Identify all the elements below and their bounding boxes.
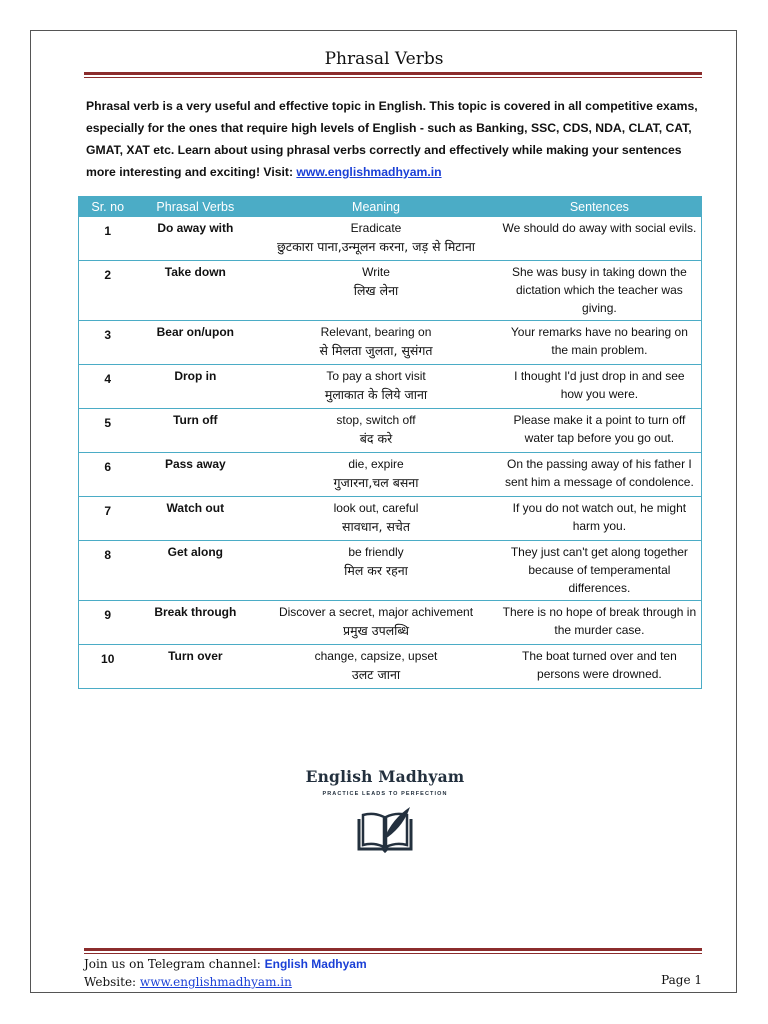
meaning-hindi: बंद करे — [359, 431, 393, 446]
cell-sr-no: 5 — [79, 409, 137, 453]
cell-sentence: If you do not watch out, he might harm you. — [498, 497, 702, 541]
cell-meaning — [254, 541, 498, 601]
meaning-english: To pay a short visit — [326, 369, 426, 383]
cell-meaning — [254, 453, 498, 497]
meaning-english: Eradicate — [350, 221, 402, 235]
cell-phrasal-verb: Break through — [136, 601, 254, 645]
cell-sentence: I thought I'd just drop in and see how you were. — [498, 365, 702, 409]
footer-telegram-line — [84, 955, 704, 973]
meaning-english: look out, careful — [333, 501, 419, 515]
meaning-english: change, capsize, upset — [314, 649, 438, 663]
header-phrasal-verbs: Phrasal Verbs — [136, 196, 254, 217]
cell-sr-no: 1 — [79, 217, 137, 261]
cell-phrasal-verb: Pass away — [136, 453, 254, 497]
meaning-hindi: लिख लेना — [353, 283, 399, 298]
cell-sr-no: 2 — [79, 261, 137, 321]
cell-meaning — [254, 601, 498, 645]
cell-sentence: They just can't get along together because of temperamental differences. — [498, 541, 702, 601]
cell-sentence: Please make it a point to turn off water tap before you go out. — [498, 409, 702, 453]
page-title: Phrasal Verbs — [324, 49, 444, 69]
cell-sentence: She was busy in taking down the dictation which the teacher was giving. — [498, 261, 702, 321]
meaning-hindi: गुजारना,चल बसना — [333, 475, 419, 490]
phrasal-verbs-table — [78, 196, 702, 689]
table-row — [79, 365, 702, 409]
cell-phrasal-verb: Do away with — [136, 217, 254, 261]
cell-phrasal-verb: Drop in — [136, 365, 254, 409]
cell-sr-no: 3 — [79, 321, 137, 365]
table-row — [79, 321, 702, 365]
header-rule-thin — [84, 77, 702, 78]
cell-phrasal-verb: Get along — [136, 541, 254, 601]
cell-sr-no: 8 — [79, 541, 137, 601]
header-meaning: Meaning — [254, 196, 498, 217]
cell-phrasal-verb: Turn over — [136, 645, 254, 689]
meaning-english: Relevant, bearing on — [320, 325, 432, 339]
meaning-english: Discover a secret, major achivement — [278, 605, 474, 619]
table-row — [79, 261, 702, 321]
cell-sr-no: 4 — [79, 365, 137, 409]
cell-sentence: There is no hope of break through in the murder case. — [498, 601, 702, 645]
cell-sr-no: 10 — [79, 645, 137, 689]
cell-phrasal-verb: Bear on/upon — [136, 321, 254, 365]
table-header-row — [79, 196, 702, 217]
page-number: Page 1 — [661, 973, 702, 987]
meaning-hindi: प्रमुख उपलब्धि — [342, 623, 410, 638]
cell-meaning — [254, 409, 498, 453]
meaning-hindi: छुटकारा पाना,उन्मूलन करना, जड़ से मिटाना — [277, 239, 476, 254]
table-row — [79, 217, 702, 261]
cell-phrasal-verb: Take down — [136, 261, 254, 321]
table-row — [79, 497, 702, 541]
cell-meaning — [254, 261, 498, 321]
footer-rule — [84, 948, 702, 951]
intro-website-link[interactable]: www.englishmadhyam.in — [296, 165, 442, 179]
cell-sentence: The boat turned over and ten persons were drowned. — [498, 645, 702, 689]
cell-meaning — [254, 645, 498, 689]
header-rule — [84, 72, 702, 75]
meaning-hindi: से मिलता जुलता, सुसंगत — [319, 343, 433, 358]
cell-sentence: We should do away with social evils. — [498, 217, 702, 261]
footer-telegram-channel[interactable]: English Madhyam — [264, 957, 367, 971]
table-row — [79, 541, 702, 601]
footer — [84, 955, 704, 991]
logo-name: English Madhyam — [305, 767, 465, 786]
cell-meaning — [254, 497, 498, 541]
table-row — [79, 601, 702, 645]
header-sr-no: Sr. no — [79, 196, 137, 217]
meaning-english: Write — [362, 265, 390, 279]
english-madhyam-logo — [300, 760, 470, 880]
footer-telegram-label: Join us on Telegram channel: — [84, 957, 265, 971]
footer-rule-thin — [84, 953, 702, 954]
cell-sr-no: 9 — [79, 601, 137, 645]
meaning-english: die, expire — [348, 457, 404, 471]
table-row — [79, 645, 702, 689]
book-quill-icon — [300, 805, 470, 859]
meaning-hindi: मुलाकात के लिये जाना — [324, 387, 428, 402]
cell-meaning — [254, 321, 498, 365]
footer-website-label: Website: — [84, 975, 140, 989]
footer-website-link[interactable]: www.englishmadhyam.in — [139, 975, 292, 989]
logo-tagline: PRACTICE LEADS TO PERFECTION — [322, 791, 448, 797]
meaning-english: stop, switch off — [336, 413, 416, 427]
meaning-hindi: उलट जाना — [351, 667, 401, 682]
table-row — [79, 453, 702, 497]
footer-website-line — [84, 973, 704, 991]
cell-sentence: On the passing away of his father I sent him a message of condolence. — [498, 453, 702, 497]
meaning-english: be friendly — [348, 545, 404, 559]
cell-phrasal-verb: Turn off — [136, 409, 254, 453]
cell-phrasal-verb: Watch out — [136, 497, 254, 541]
cell-sentence: Your remarks have no bearing on the main problem. — [498, 321, 702, 365]
cell-sr-no: 6 — [79, 453, 137, 497]
header-sentences: Sentences — [498, 196, 702, 217]
cell-sr-no: 7 — [79, 497, 137, 541]
intro-paragraph — [86, 95, 706, 183]
cell-meaning — [254, 217, 498, 261]
table-row — [79, 409, 702, 453]
meaning-hindi: मिल कर रहना — [344, 563, 408, 578]
intro-text: Phrasal verb is a very useful and effective topic in English. This topic is covered in all competitive exams, especially for the ones that require high levels of English - such as Banking, SSC, CDS, NDA, CLAT, CAT, GMAT, XAT etc. Learn about using phrasal verbs correctly and effectively while making your sentences more interesting and exciting! Visit: — [86, 99, 698, 179]
meaning-hindi: सावधान, सचेत — [342, 519, 410, 534]
cell-meaning — [254, 365, 498, 409]
